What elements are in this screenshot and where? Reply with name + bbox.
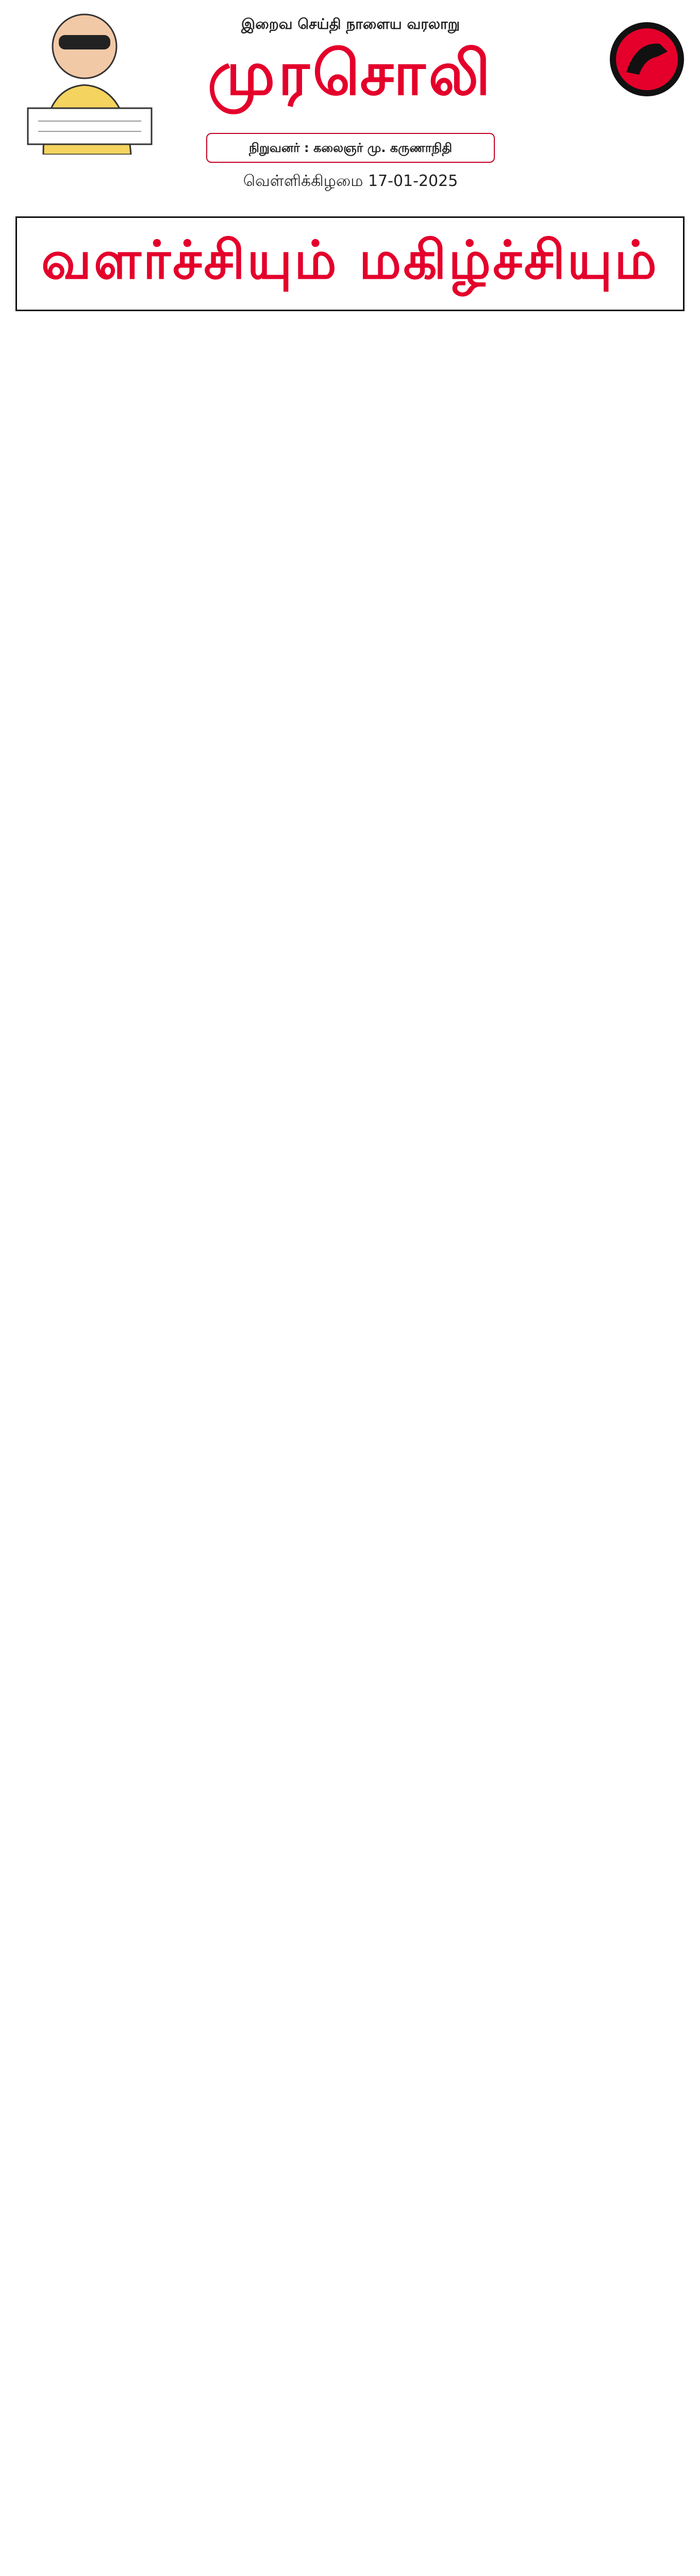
- article-body: [15, 325, 685, 2576]
- masthead: [0, 0, 700, 206]
- headline-title: வளர்ச்சியும் மகிழ்ச்சியும்: [41, 230, 659, 291]
- founder-line: நிறுவனர் : கலைஞர் மு. கருணாநிதி: [206, 133, 495, 163]
- masthead-slogan: இறைவ செய்தி நாளைய வரலாறு: [241, 15, 460, 32]
- party-emblem-icon: [608, 21, 686, 98]
- newspaper-brand: முரசொலி: [207, 38, 494, 109]
- headline-box: [15, 216, 685, 311]
- founder-portrait-illustration: [7, 0, 167, 155]
- date-line: வெள்ளிக்கிழமை 17-01-2025: [243, 172, 458, 190]
- emblem-caption: [541, 18, 603, 131]
